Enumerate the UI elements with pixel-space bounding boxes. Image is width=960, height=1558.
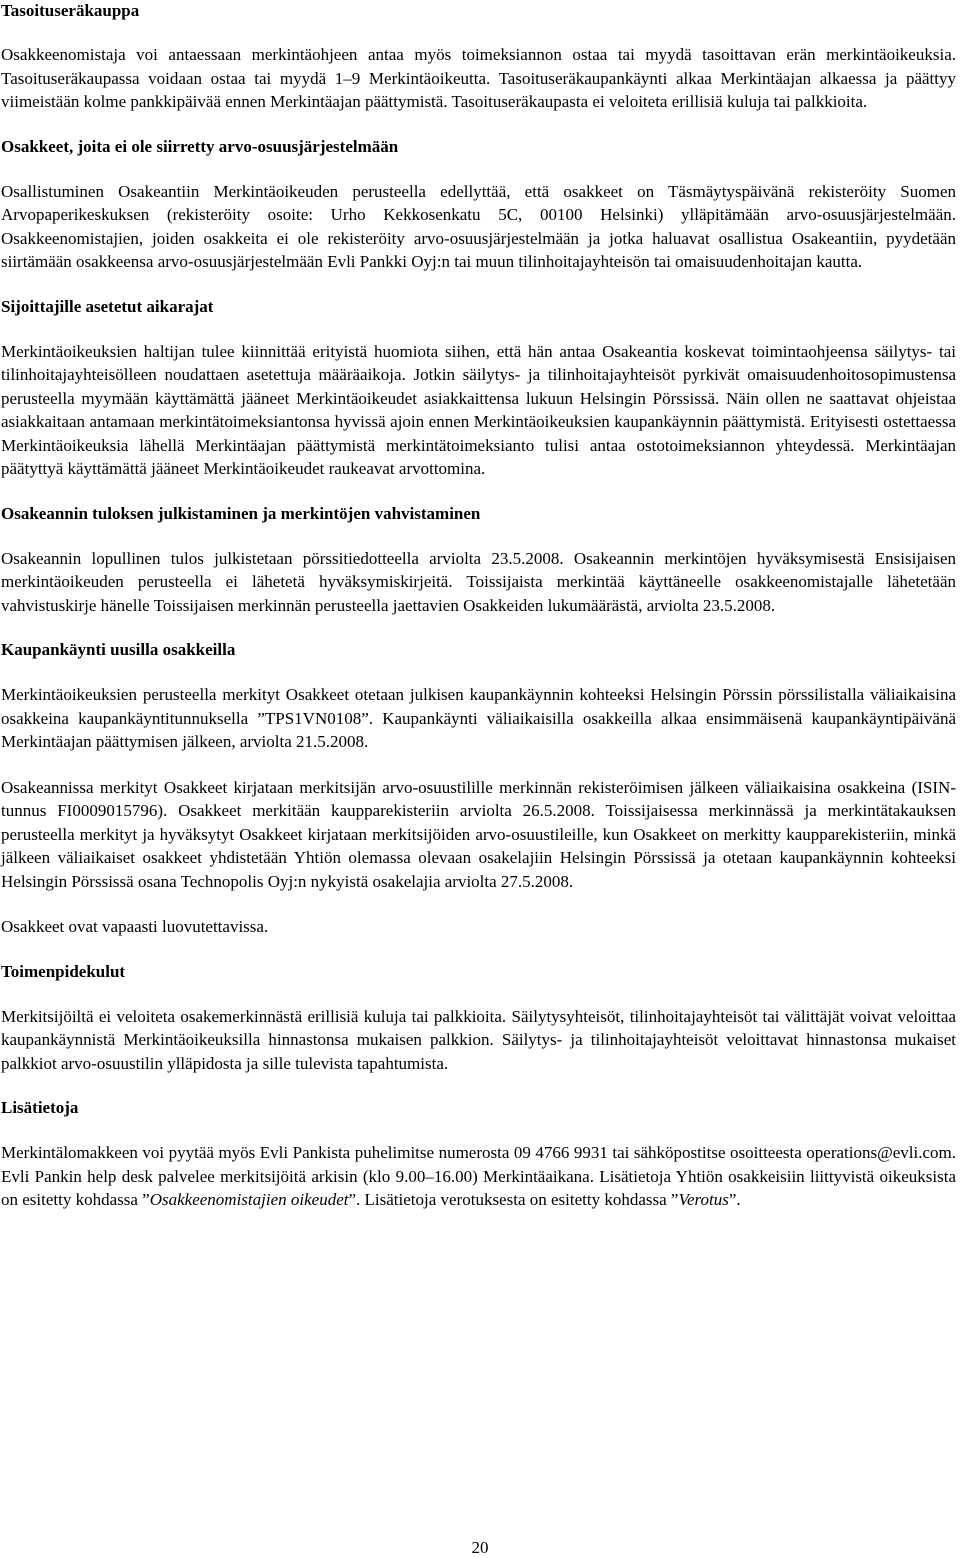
lisatietoja-text-part3: ”. <box>728 1190 741 1209</box>
section-paragraph: Merkintäoikeuksien perusteella merkityt Osakkeet otetaan julkisen kaupankäynnin kohteeksi Helsingin Pörssin pörssilistalla väliaikaisina osakkeina kaupankäyntitunnuksella ”TPS1VN0108”. Kaupankäynti väliaikaisilla osakkeilla alkaa ensimmäisenä kaupankäyntipäivänä Merkintäajan päättymisen jälkeen, arviolta 21.5.2008. <box>1 685 956 751</box>
section-heading: Toimenpidekulut <box>1 961 126 981</box>
section-heading: Osakeannin tuloksen julkistaminen ja merkintöjen vahvistaminen <box>1 503 481 523</box>
section-kaupankaynti <box>1 639 956 939</box>
section-paragraph <box>1 1141 956 1212</box>
section-heading: Tasoituseräkauppa <box>1 1 140 20</box>
section-tuloksen-julkistaminen <box>1 503 956 618</box>
section-toimenpidekulut <box>1 961 956 1076</box>
lisatietoja-italic-reference: Osakkeenomistajien oikeudet <box>149 1190 349 1209</box>
section-heading: Osakkeet, joita ei ole siirretty arvo-osuusjärjestelmään <box>1 136 399 156</box>
section-paragraph: Osakkeenomistaja voi antaessaan merkintäohjeen antaa myös toimeksiannon ostaa tai myydä tasoittavan erän merkintäoikeuksia. Tasoituseräkaupassa voidaan ostaa tai myydä 1–9 Merkintäoikeutta. Tasoituseräkaupankäynti alkaa Merkintäajan alkaessa ja päättyy viimeistään kolme pankkipäivää ennen Merkintäajan päättymistä. Tasoituseräkaupasta ei veloiteta erillisiä kuluja tai palkkioita. <box>1 45 956 111</box>
lisatietoja-italic-reference: Verotus <box>678 1190 729 1209</box>
section-heading: Sijoittajille asetetut aikarajat <box>1 296 214 316</box>
section-heading: Kaupankäynti uusilla osakkeilla <box>1 640 236 659</box>
section-osakkeet-ei-siirretty <box>1 136 956 274</box>
section-aikarajat <box>1 296 956 481</box>
section-heading: Lisätietoja <box>1 1098 79 1117</box>
section-tasoituserakauppa <box>1 0 956 114</box>
section-paragraph: Osakkeet ovat vapaasti luovutettavissa. <box>1 917 269 936</box>
section-paragraph: Merkintäoikeuksien haltijan tulee kiinnittää erityistä huomiota siihen, että hän antaa Osakeantia koskevat toimintaohjeensa säilytys- tai tilinhoitajayhteisölleen noudattaen asetettuja määräaikoja. Jotkin säilytys- ja tilinhoitajayhteisöt pyrkivät omaisuudenhoitosopimustensa perusteella myymään käyttämättä jääneet Merkintäoikeudet asiakkaittensa lukuun Helsingin Pörssissä. Näin ollen ne saattavat ohjeistaa asiakkaitaan antamaan merkintätoimeksiantonsa hyvissä ajoin ennen Merkintäoikeuksien kaupankäynnin päättymistä. Erityisesti ostettaessa Merkintäoikeuksia lähellä Merkintäajan päättymistä merkintätoimeksianto tulisi antaa ostotoimeksiannon yhteydessä. Merkintäajan päätyttyä käyttämättä jääneet Merkintäoikeudet raukeavat arvottomina. <box>1 341 956 478</box>
section-paragraph: Merkitsijöiltä ei veloiteta osakemerkinnästä erillisiä kuluja tai palkkioita. Säilytysyhteisöt, tilinhoitajayhteisöt tai välittäjät voivat veloittaa kaupankäynnistä Merkintäoikeuksilla hinnastonsa mukaisen palkkion. Säilytys- ja tilinhoitajayhteisöt veloittavat hinnastonsa mukaiset palkkiot arvo-osuustilin ylläpidosta ja sille tulevista tapahtumista. <box>1 1006 956 1073</box>
section-paragraph: Osallistuminen Osakeantiin Merkintäoikeuden perusteella edellyttää, että osakkeet on Täsmäytyspäivänä rekisteröity Suomen Arvopaperikeskuksen (rekisteröity osoite: Urho Kekkosenkatu 5C, 00100 Helsinki) ylläpitämään arvo-osuusjärjestelmään. Osakkeenomistajien, joiden osakkeita ei ole rekisteröity arvo-osuusjärjestelmään ja jotka haluavat osallistua Osakeantiin, pyydetään siirtämään osakkeensa arvo-osuusjärjestelmään Evli Pankki Oyj:n tai muun tilinhoitajayhteisön tai omaisuudenhoitajan kautta. <box>1 181 956 271</box>
section-paragraph: Osakeannin lopullinen tulos julkistetaan pörssitiedotteella arviolta 23.5.2008. Osakeannin merkintöjen hyväksymisestä Ensisijaisen merkintäoikeuden perusteella ei lähetetä hyväksymiskirjeitä. Toissijaista merkintää käyttäneelle osakkeenomistajalle lähetetään vahvistuskirje hänelle Toissijaisen merkinnän perusteella jaettavien Osakkeiden lukumäärästä, arviolta 23.5.2008. <box>1 548 956 615</box>
lisatietoja-text-part1: Merkintälomakkeen voi pyytää myös Evli Pankista puhelimitse numerosta 09 4766 9931 tai sähköpostitse osoitteesta operations@evli.com. Evli Pankin help desk palvelee merkitsijöitä arkisin (klo 9.00–16.00) Merkintäaikana. Lisätietoja Yhtiön osakkeisiin liittyvistä oikeuksista on esitetty kohdassa ” <box>1 1143 956 1209</box>
section-lisatietoja <box>1 1097 956 1212</box>
lisatietoja-text-part2: ”. Lisätietoja verotuksesta on esitetty kohdassa ” <box>348 1190 679 1209</box>
page-number: 20 <box>471 1538 489 1557</box>
section-paragraph: Osakeannissa merkityt Osakkeet kirjataan merkitsijän arvo-osuustilille merkinnän rekisteröimisen jälkeen väliaikaisina osakkeina (ISIN-tunnus FI0009015796). Osakkeet merkitään kaupparekisteriin arviolta 26.5.2008. Toissijaisessa merkinnässä ja merkintätakauksen perusteella merkityt ja hyväksytyt Osakkeet kirjataan merkitsijöiden arvo-osuustileille, kun Osakkeet on merkitty kaupparekisteriin, minkä jälkeen väliaikaiset osakkeet yhdistetään Yhtiön olemassa olevaan osakelajiin Helsingin Pörssissä ja otetaan kaupankäynnin kohteeksi Helsingin Pörssissä osana Technopolis Oyj:n nykyistä osakelajia arviolta 27.5.2008. <box>1 777 956 891</box>
